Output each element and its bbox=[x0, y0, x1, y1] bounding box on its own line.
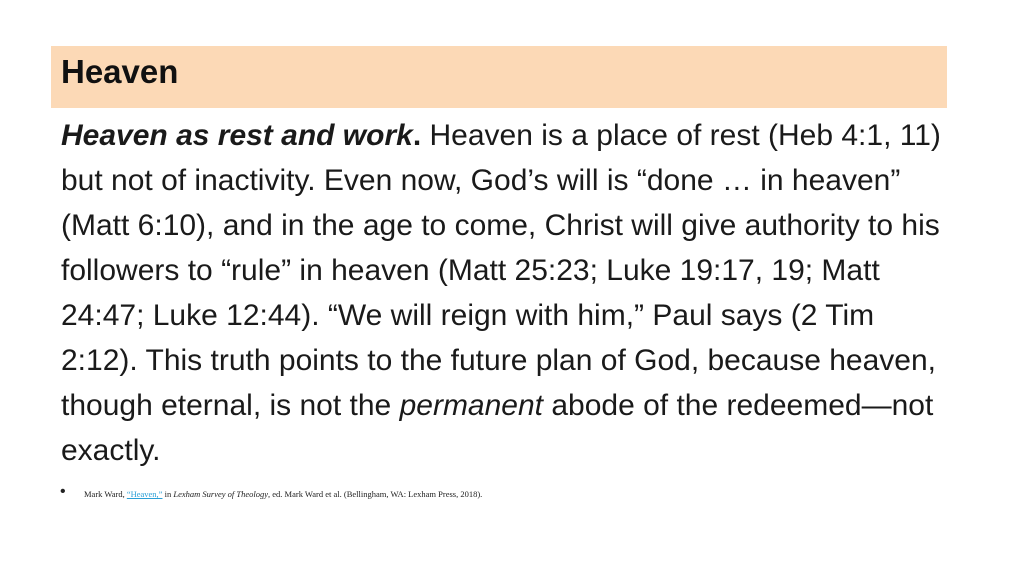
citation-rest: , ed. Mark Ward et al. (Bellingham, WA: Lexham Press, 2018). bbox=[268, 489, 483, 499]
body-paragraph bbox=[61, 113, 951, 473]
paragraph-emphasis: permanent bbox=[399, 389, 544, 422]
bullet-icon: • bbox=[60, 483, 66, 501]
paragraph-lead-period: . bbox=[412, 119, 422, 152]
citation bbox=[60, 483, 960, 502]
title-bar bbox=[51, 46, 947, 108]
paragraph-text-2: abode of the redeemed—not exactly. bbox=[61, 389, 934, 467]
citation-book-title: Lexham Survey of Theology bbox=[173, 489, 269, 499]
paragraph-lead: Heaven as rest and work bbox=[61, 119, 413, 152]
citation-in: in bbox=[162, 489, 174, 499]
paragraph-text-1: Heaven is a place of rest (Heb 4:1, 11) but not of inactivity. Even now, God’s will is “done … in heaven” (Matt 6:10), and in the age to come, Christ will give authority to his followers to “rule” in heaven (Matt 25:23; Luke 19:17, 19; Matt 24:47; Luke 12:44). “We will reign with him,” Paul says (2 Tim 2:12). This truth points to the future plan of God, because heaven, though eternal, is not the bbox=[61, 119, 941, 422]
citation-author: Mark Ward, bbox=[84, 489, 127, 499]
citation-article-link[interactable]: “Heaven,” bbox=[126, 489, 163, 499]
slide-title: Heaven bbox=[61, 53, 179, 90]
